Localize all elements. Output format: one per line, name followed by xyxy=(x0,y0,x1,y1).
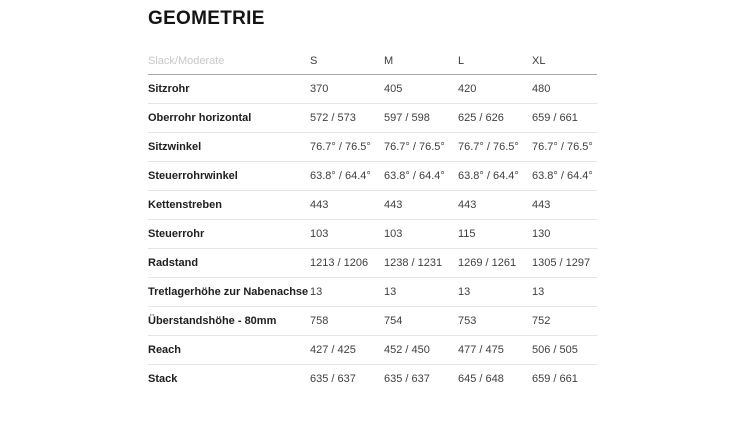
table-row xyxy=(148,278,597,307)
geometry-table xyxy=(148,48,597,394)
table-header-size-xl: XL xyxy=(532,48,597,75)
size-value-cell: 13 xyxy=(458,278,532,307)
size-value-cell: 63.8° / 64.4° xyxy=(458,162,532,191)
table-head xyxy=(148,48,597,75)
size-value-cell: 115 xyxy=(458,220,532,249)
row-label: Reach xyxy=(148,336,310,365)
row-label: Steuerrohrwinkel xyxy=(148,162,310,191)
size-value-cell: 597 / 598 xyxy=(384,104,458,133)
row-label: Radstand xyxy=(148,249,310,278)
table-header-variant-label: Slack/Moderate xyxy=(148,48,310,75)
size-value-cell: 758 xyxy=(310,307,384,336)
size-value-cell: 443 xyxy=(458,191,532,220)
table-row xyxy=(148,133,597,162)
size-value-cell: 63.8° / 64.4° xyxy=(384,162,458,191)
size-value-cell: 572 / 573 xyxy=(310,104,384,133)
row-label: Tretlagerhöhe zur Nabenachse xyxy=(148,278,310,307)
size-value-cell: 76.7° / 76.5° xyxy=(384,133,458,162)
size-value-cell: 63.8° / 64.4° xyxy=(532,162,597,191)
size-value-cell: 13 xyxy=(310,278,384,307)
table-row xyxy=(148,336,597,365)
table-row xyxy=(148,307,597,336)
size-value-cell: 625 / 626 xyxy=(458,104,532,133)
size-value-cell: 645 / 648 xyxy=(458,373,504,386)
size-value-cell: 754 xyxy=(384,307,458,336)
size-value-cell: 103 xyxy=(310,220,384,249)
row-label: Stack xyxy=(148,373,178,386)
size-value-cell: 635 / 637 xyxy=(384,373,430,386)
table-row xyxy=(148,75,597,104)
table-body xyxy=(148,75,597,394)
table-row xyxy=(148,104,597,133)
size-value-cell: 635 / 637 xyxy=(310,373,356,386)
size-value-cell: 76.7° / 76.5° xyxy=(458,133,532,162)
size-value-cell: 480 xyxy=(532,75,597,104)
size-value-cell: 753 xyxy=(458,307,532,336)
size-value-cell: 76.7° / 76.5° xyxy=(310,133,384,162)
row-label: Steuerrohr xyxy=(148,220,310,249)
size-value-cell: 13 xyxy=(532,278,597,307)
size-value-cell: 443 xyxy=(384,191,458,220)
size-value-cell: 1213 / 1206 xyxy=(310,249,384,278)
row-label: Kettenstreben xyxy=(148,191,310,220)
table-row xyxy=(148,249,597,278)
size-value-cell: 76.7° / 76.5° xyxy=(532,133,597,162)
table-header-size-s: S xyxy=(310,48,384,75)
row-label: Überstandshöhe - 80mm xyxy=(148,307,310,336)
size-value-cell: 752 xyxy=(532,307,597,336)
size-value-cell: 63.8° / 64.4° xyxy=(310,162,384,191)
size-value-cell: 1305 / 1297 xyxy=(532,249,597,278)
size-value-cell: 506 / 505 xyxy=(532,336,597,365)
table-header-row xyxy=(148,48,597,75)
row-label: Sitzwinkel xyxy=(148,133,310,162)
size-value-cell: 420 xyxy=(458,75,532,104)
table-row xyxy=(148,162,597,191)
table-row xyxy=(148,191,597,220)
size-value-cell: 452 / 450 xyxy=(384,336,458,365)
size-value-cell: 405 xyxy=(384,75,458,104)
size-value-cell: 443 xyxy=(310,191,384,220)
geometry-section xyxy=(148,8,597,394)
size-value-cell: 443 xyxy=(532,191,597,220)
table-row xyxy=(148,220,597,249)
size-value-cell: 477 / 475 xyxy=(458,336,532,365)
table-header-size-l: L xyxy=(458,48,532,75)
page-title: GEOMETRIE xyxy=(148,8,265,29)
size-value-cell: 659 / 661 xyxy=(532,373,578,386)
size-value-cell: 13 xyxy=(384,278,458,307)
size-value-cell: 130 xyxy=(532,220,597,249)
size-value-cell: 370 xyxy=(310,75,384,104)
size-value-cell: 659 / 661 xyxy=(532,104,597,133)
row-label: Oberrohr horizontal xyxy=(148,104,310,133)
row-label: Sitzrohr xyxy=(148,75,310,104)
size-value-cell: 427 / 425 xyxy=(310,336,384,365)
table-header-size-m: M xyxy=(384,48,458,75)
size-value-cell: 103 xyxy=(384,220,458,249)
size-value-cell: 1269 / 1261 xyxy=(458,249,532,278)
size-value-cell: 1238 / 1231 xyxy=(384,249,458,278)
table-row xyxy=(148,365,597,394)
